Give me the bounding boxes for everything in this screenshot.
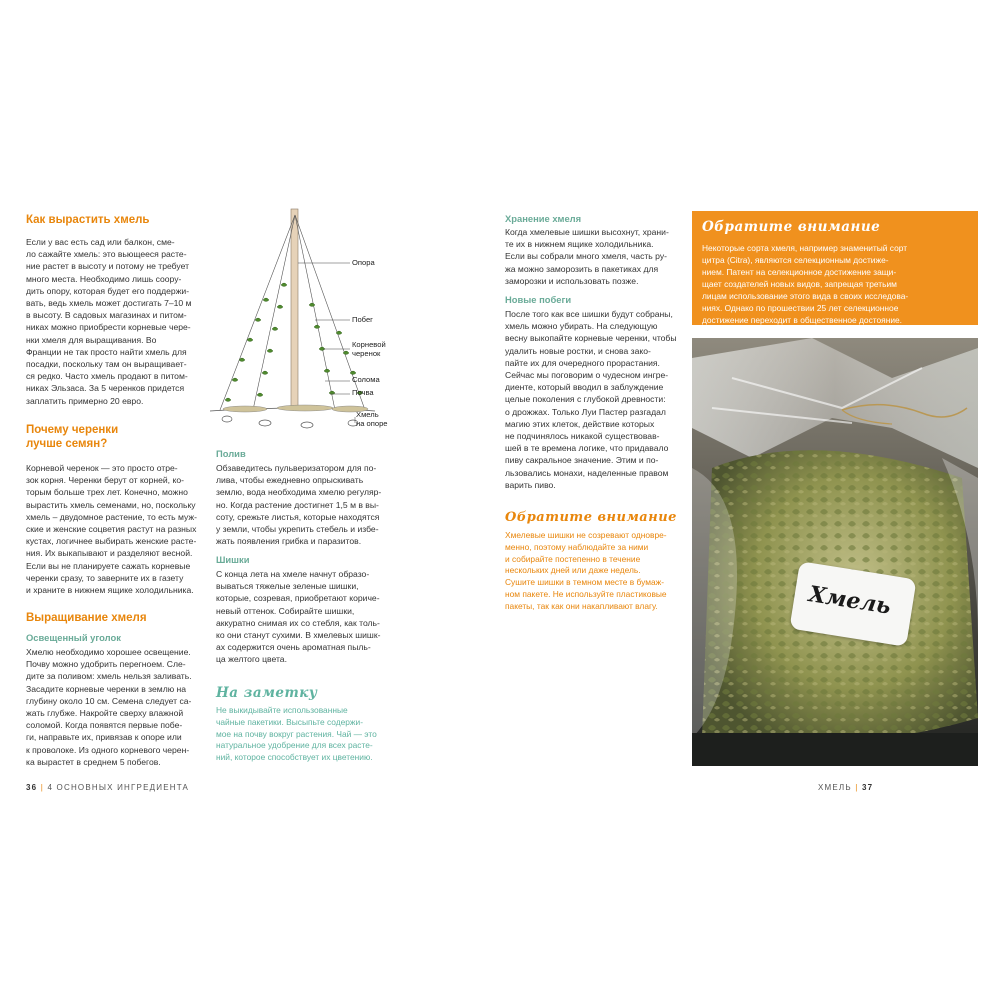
note-title: На заметку (216, 685, 318, 701)
heading-growing-hops: Выращивание хмеля (26, 612, 147, 624)
attention-text: Хмелевые шишки не созревают одновре- менно, поэтому наблюдайте за ними и собирайте постепенно в течение нескольких дней или даже недель. Сушите шишки в темном месте в бумаж- ном пакете. Не используйте пластиковые пакеты, так как они накапливают влагу. (505, 530, 667, 611)
chapter-title-left: 4 ОСНОВНЫХ ИНГРЕДИЕНТА (47, 783, 190, 792)
subheading-new-shoots: Новые побеги (505, 294, 572, 305)
note-text: Не выкидывайте использованные чайные пакетики. Высыпьте содержи- мое на почву вокруг растения. Чай — это натуральное удобрение для всех расте- ний, которое способствует их цветению. (216, 705, 377, 763)
paragraph-lit-corner: Хмелю необходимо хорошее освещение. Почву можно удобрить перегноем. Сле- дите за поливом: хмель нельзя заливать. Засадите корневые черенки в землю на глубину около 10 см. Семена следует са- жать глубже. Накройте сверху влажной соломой. Когда появятся первые побе- ги, направьте их, привязав к опоре или к проволоке. Из одного корневого черен- ка вырастет в среднем 5 побегов. (26, 647, 192, 767)
heading-why-cuttings: Почему черенки лучше семян? (26, 424, 119, 450)
footer-left (26, 783, 189, 792)
subheading-lit-corner: Освещенный уголок (26, 632, 121, 643)
label-root-cutting: Корневой черенок (352, 340, 386, 358)
hops-bag-photo (692, 338, 978, 766)
page-number-right: 37 (862, 783, 874, 792)
footer-right (818, 783, 873, 792)
subheading-storage: Хранение хмеля (505, 213, 582, 224)
attention-box-text: Некоторые сорта хмеля, например знаменитый сорт цитра (Citra), являются селекционным достиже- нием. Патент на селекционное достижение защи- щает создателей новых видов, запрещая третьим лицам использование этого вида в своих исследова- ниях. Однако по прошествии 25 лет селекционное достижение переходит в общественное достояние. (702, 243, 909, 325)
chapter-title-right: ХМЕЛЬ (818, 783, 852, 792)
paragraph-storage: Когда хмелевые шишки высохнут, храни- те их в нижнем ящике холодильника. Если вы собрали много хмеля, часть ру- жа можно заморозить в пакетиках для заморозки и использовать позже. (505, 227, 669, 286)
photo-illustration (692, 338, 978, 766)
attention-box (692, 211, 978, 325)
page-number-left: 36 (26, 783, 38, 792)
label-support: Опора (352, 258, 375, 267)
heading-how-to-grow: Как вырастить хмель (26, 214, 150, 226)
hop-plant-illustration (205, 205, 405, 440)
paragraph-new-shoots: После того как все шишки будут собраны, хмель можно убирать. На следующую весну выкопайте корневые черенки, чтобы удалить новые ростки, и снова зако- пайте их для очередного прорастания. Сейчас мы поговорим о чудесном ингре- диенте, который вводил в заблуждение целые поколения с глубокой древности: о дрожжах. Только Луи Пастер разгадал магию этих клеток, действие которых не подчинялось никакой существовав- шей в те времена логике, что придавало пиву сакральное значение. Этим и по- льзовались монахи, наделенные правом варить пиво. (505, 309, 677, 490)
paragraph-watering: Обзаведитесь пульверизатором для по- лива, чтобы ежедневно опрыскивать землю, вода необходима хмелю регуляр- но. Когда растение достигнет 1,5 м в вы- соту, срежьте листья, которые находятся у земли, чтобы укрепить стебель и избе- жать появления грибка и паразитов. (216, 463, 382, 547)
paragraph-how-to-grow: Если у вас есть сад или балкон, сме- ло сажайте хмель: это вьющееся расте- ние растет в высоту и потому не требует много места. Необходимо лишь соору- дить опору, которая будет его поддержи- вать, ведь хмель может достигать 7–10 м в высоту. В садовых магазинах и питом- никах можно приобрести корневые чере- нки хмеля для выращивания. Во Франции не так просто найти хмель для посадки, поскольку там он выращивает- ся редко. Часто хмель продают в питом- никах Эльзаса. За 5 черенков придется заплатить примерно 20 евро. (26, 237, 192, 406)
label-shoot: Побег (352, 315, 373, 324)
footer-separator-right: | (855, 783, 859, 792)
footer-separator-left: | (40, 783, 45, 792)
subheading-watering: Полив (216, 448, 246, 459)
hop-trellis-diagram (205, 205, 405, 440)
attention-title: Обратите внимание (505, 510, 677, 525)
label-soil: Почва (352, 388, 374, 397)
subheading-cones: Шишки (216, 554, 250, 565)
paragraph-why-cuttings: Корневой черенок — это просто отре- зок корня. Черенки берут от корней, ко- торым больше трех лет. Конечно, можно вырастить хмель семенами, но, поскольку хмель – двудомное растение, то есть муж- ские и женские соцветия растут на разных кустах, логичнее выбирать женские расте- ния. Их выкапывают и разделяют весной. Если вы не планируете сажать корневые черенки сразу, то заверните их в газету и храните в нижнем ящике холодильника. (26, 463, 198, 596)
label-hop-on-support: Хмель на опоре (356, 410, 388, 428)
label-straw: Солома (352, 375, 380, 384)
attention-box-title: Обратите внимание (702, 219, 881, 235)
paragraph-cones: С конца лета на хмеле начнут образо- вываться тяжелые зеленые шишки, которые, созревая, приобретают кориче- невый оттенок. Собирайте шишки, аккуратно снимая их со стебля, как толь- ко они станут сухими. В хмелевых шишк- ах содержится очень ароматная пыль- ца желтого цвета. (216, 569, 381, 665)
hops-bag-label-text: Хмель (806, 581, 893, 620)
